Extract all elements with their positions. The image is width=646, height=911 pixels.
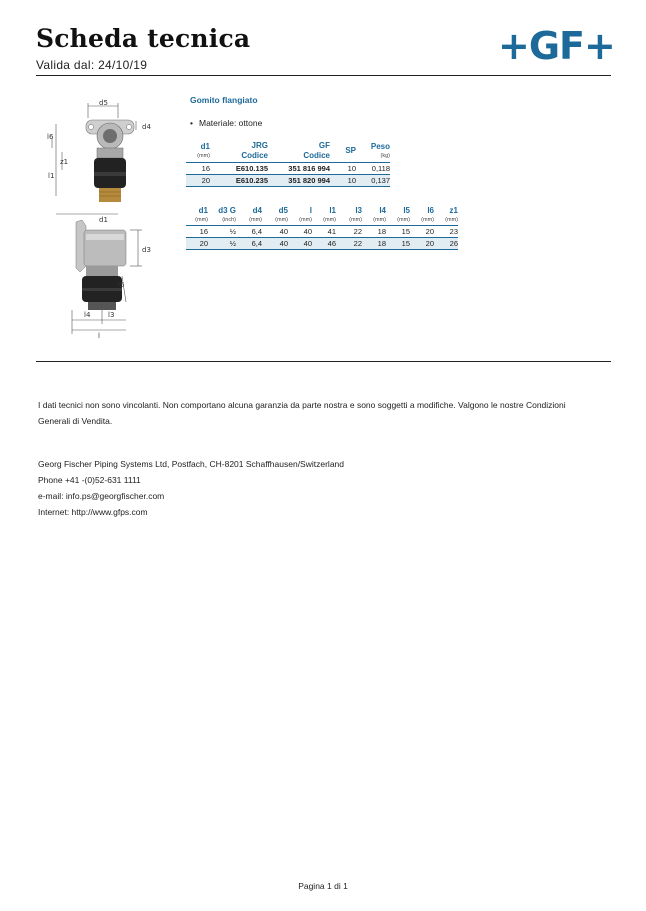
label-l3: l3: [108, 311, 115, 319]
page-title: Scheda tecnica: [36, 24, 251, 53]
column-header-label: l3: [355, 206, 362, 215]
column-header-label: d3 G: [218, 206, 236, 215]
table-cell: 20: [410, 226, 434, 238]
dimensions-table: [186, 206, 458, 250]
material-bullet: [190, 118, 262, 128]
column-header-label: d1: [198, 206, 208, 215]
column-unit: (inch): [222, 217, 236, 223]
column-unit: (mm): [323, 217, 336, 223]
column-header: [410, 206, 434, 226]
table-cell: ½: [208, 238, 236, 250]
table-cell: 22: [336, 238, 362, 250]
table-cell: 41: [312, 226, 336, 238]
top-divider: [36, 75, 611, 76]
column-unit: (mm): [195, 217, 208, 223]
column-header-label: l6: [427, 206, 434, 215]
column-header: [236, 206, 262, 226]
label-l1: l1: [48, 172, 55, 180]
label-d1: d1: [99, 216, 108, 224]
column-unit: (kg): [380, 153, 390, 159]
table-cell: 18: [362, 226, 386, 238]
column-header-label: SP: [345, 146, 356, 155]
label-l: l: [98, 332, 100, 340]
column-header-label: JRG Codice: [241, 141, 268, 160]
table-cell: 15: [386, 226, 410, 238]
column-header: [330, 141, 356, 163]
column-unit: (mm): [197, 153, 210, 159]
table-cell: 15: [386, 238, 410, 250]
table-cell: 40: [288, 226, 312, 238]
gf-logo: +GF+: [498, 24, 615, 68]
side-view-drawing: [76, 220, 126, 310]
column-header: [186, 206, 208, 226]
column-header: [309, 206, 336, 226]
column-unit: (mm): [421, 217, 434, 223]
valid-date: Valida dal: 24/10/19: [36, 58, 148, 72]
website-url: Internet: http://www.gfps.com: [38, 507, 148, 517]
material-text: Materiale: ottone: [198, 118, 263, 128]
label-l6: l6: [47, 133, 54, 141]
table-cell: 40: [288, 238, 312, 250]
table-cell: 6,4: [236, 238, 262, 250]
table-header-row: [186, 141, 390, 163]
column-header-label: z1: [449, 206, 458, 215]
table-cell: 10: [330, 175, 356, 187]
label-l5: l5: [118, 281, 125, 289]
column-header: [186, 141, 210, 163]
table-cell: 20: [410, 238, 434, 250]
table-cell: 16: [186, 163, 210, 175]
column-header: [386, 206, 410, 226]
table-cell: 20: [186, 175, 210, 187]
column-header-label: l: [309, 206, 312, 215]
table-cell: 20: [186, 238, 208, 250]
column-unit: (mm): [397, 217, 410, 223]
column-header-label: d4: [252, 206, 262, 215]
column-header: [336, 206, 362, 226]
phone-number: Phone +41 -(0)52-631 1111: [38, 475, 141, 485]
table-cell: 40: [262, 238, 288, 250]
column-header: [356, 141, 390, 163]
company-address: Georg Fischer Piping Systems Ltd, Postfach, CH-8201 Schaffhausen/Switzerland: [38, 459, 344, 469]
label-d3: d3: [142, 246, 151, 254]
table-row: [186, 226, 458, 238]
column-unit: (mm): [275, 217, 288, 223]
column-header: [262, 206, 288, 226]
column-header: [268, 141, 330, 163]
table-cell: 351 816 994: [268, 163, 330, 175]
table-cell: E610.235: [210, 175, 268, 187]
table-cell: 46: [312, 238, 336, 250]
bullet-dot: •: [190, 118, 193, 128]
article-table: [186, 141, 390, 187]
column-unit: (mm): [349, 217, 362, 223]
fitting-drawing: [46, 96, 166, 341]
table-cell: 26: [434, 238, 458, 250]
table-row: [186, 238, 458, 250]
table-cell: 40: [262, 226, 288, 238]
label-d4: d4: [142, 123, 151, 131]
column-unit: (mm): [445, 217, 458, 223]
column-header: [208, 206, 236, 226]
column-header-label: l1: [329, 206, 336, 215]
email-address: e-mail: info.ps@georgfischer.com: [38, 491, 165, 501]
column-unit: (mm): [373, 217, 386, 223]
middle-divider: [36, 361, 611, 362]
table-cell: E610.135: [210, 163, 268, 175]
table-cell: ½: [208, 226, 236, 238]
label-d5: d5: [99, 99, 108, 107]
disclaimer-text: I dati tecnici non sono vincolanti. Non comportano alcuna garanzia da parte nostra e sono soggetti a modifiche. Valgono le nostre Condizioni Generali di Vendita.: [38, 400, 566, 426]
label-z1: z1: [60, 158, 69, 166]
column-header: [434, 206, 458, 226]
column-header-label: d5: [278, 206, 288, 215]
column-unit: (mm): [299, 217, 312, 223]
table-cell: 0,137: [356, 175, 390, 187]
column-header-label: d1: [200, 142, 210, 151]
table-row: [186, 163, 390, 175]
table-row: [186, 175, 390, 187]
table-cell: 22: [336, 226, 362, 238]
table-cell: 351 820 994: [268, 175, 330, 187]
column-header-label: GF Codice: [303, 141, 330, 160]
table-cell: 10: [330, 163, 356, 175]
table-cell: 16: [186, 226, 208, 238]
table-header-row: [186, 206, 458, 226]
column-header-label: l4: [379, 206, 386, 215]
column-header: [362, 206, 386, 226]
table-cell: 6,4: [236, 226, 262, 238]
column-header-label: l5: [403, 206, 410, 215]
page-number: Pagina 1 di 1: [298, 881, 348, 891]
column-header: [288, 206, 312, 226]
column-header: [210, 141, 268, 163]
label-l4: l4: [84, 311, 91, 319]
table-cell: 0,118: [356, 163, 390, 175]
column-header-label: Peso: [370, 142, 390, 151]
table-cell: 18: [362, 238, 386, 250]
table-cell: 23: [434, 226, 458, 238]
product-title: Gomito flangiato: [190, 95, 258, 105]
column-unit: (mm): [249, 217, 262, 223]
contact-block: [38, 456, 344, 520]
